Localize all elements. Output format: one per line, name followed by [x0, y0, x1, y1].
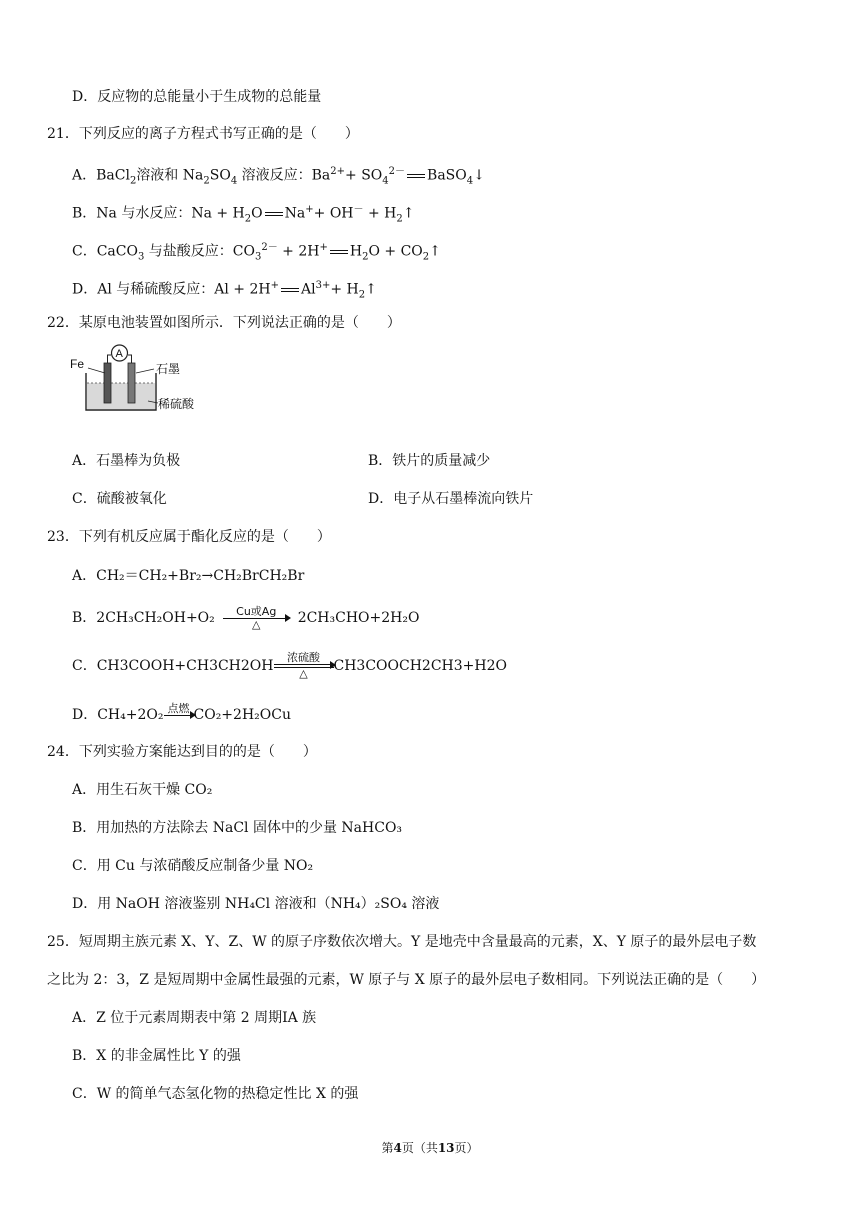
q25-option-a: A．Z 位于元素周期表中第 2 周期ⅠA 族: [72, 1010, 317, 1026]
q23-option-c: C．CH3COOH+CH3CH2OH 浓硫酸 △ CH3COOCH2CH3+H2O: [72, 651, 507, 680]
q25-option-b: B．X 的非金属性比 Y 的强: [72, 1048, 241, 1064]
q21-option-a: A．BaCl$_2$溶液和 $Na_2SO_4$ 溶液反应：$Ba^{2+}+ SO_4^{2-}$ BaSO$_4$↓: [72, 166, 485, 187]
fe-label: Fe: [70, 357, 85, 371]
ignite-arrow: 点燃: [164, 703, 194, 728]
q22-option-c: C．硫酸被氧化: [72, 491, 167, 507]
total-pages: 13: [437, 1141, 455, 1155]
q23-option-b: B．2CH₃CH₂OH+O₂ Cu或Ag △ 2CH₃CHO+2H₂O: [72, 604, 420, 631]
q23-option-a: A．CH₂＝CH₂+Br₂→CH₂BrCH₂Br: [72, 568, 305, 584]
q25-stem-line2: 之比为 2：3，Z 是短周期中金属性最强的元素，W 原子与 X 原子的最外层电子数相同。下列说法正确的是（ ）: [47, 972, 766, 988]
q24-option-c: C．用 Cu 与浓硝酸反应制备少量 NO₂: [72, 858, 314, 874]
graphite-label: 石墨: [156, 362, 181, 376]
q24-option-b: B．用加热的方法除去 NaCl 固体中的少量 NaHCO₃: [72, 820, 403, 836]
q20-option-d: D．反应物的总能量小于生成物的总能量: [72, 89, 322, 105]
q22-option-d: D．电子从石墨棒流向铁片: [368, 491, 534, 507]
q23-stem: 23．下列有机反应属于酯化反应的是（ ）: [47, 529, 331, 545]
q22-option-a: A．石墨棒为负极: [72, 453, 181, 469]
acid-label: 稀硫酸: [158, 397, 195, 411]
q22-option-b: B．铁片的质量减少: [368, 453, 491, 469]
ammeter-label: A: [115, 348, 123, 360]
q24-option-d: D．用 NaOH 溶液鉴别 NH₄Cl 溶液和（NH₄）₂SO₄ 溶液: [72, 896, 440, 912]
q21-option-d: D．Al 与稀硫酸反应：Al + 2H+ $Al^{3+}+$ $H_2↑$: [72, 280, 377, 301]
q24-stem: 24．下列实验方案能达到目的的是（ ）: [47, 744, 317, 760]
q21-stem: 21．下列反应的离子方程式书写正确的是（ ）: [47, 126, 359, 142]
q23-option-d: D．CH₄+2O₂ 点燃 CO₂+2H₂OCu: [72, 700, 291, 730]
q25-option-c: C．W 的简单气态氢化物的热稳定性比 X 的强: [72, 1086, 359, 1102]
reaction-arrow: Cu或Ag △: [223, 606, 289, 631]
q21-option-b: B．Na 与水反应：$Na + H_2O$ $Na^++ OH^- + H_2↑$: [72, 204, 415, 225]
q25-stem-line1: 25．短周期主族元素 X、Y、Z、W 的原子序数依次增大。Y 是地壳中含量最高的元素，X、Y 原子的最外层电子数: [47, 934, 757, 950]
reversible-arrow: 浓硫酸 △: [274, 652, 334, 680]
q21-option-c: C．CaCO$_3$ 与盐酸反应：$CO_3^{2-} + 2H^+$ $H_2O$ + $CO_2↑$: [72, 242, 441, 263]
q24-option-a: A．用生石灰干燥 CO₂: [72, 782, 213, 798]
q22-stem: 22．某原电池装置如图所示．下列说法正确的是（ ）: [47, 315, 401, 331]
current-page: 4: [393, 1141, 402, 1155]
galvanic-cell-diagram: [68, 343, 218, 413]
page-footer: 第4页（共13页）: [381, 1141, 479, 1155]
